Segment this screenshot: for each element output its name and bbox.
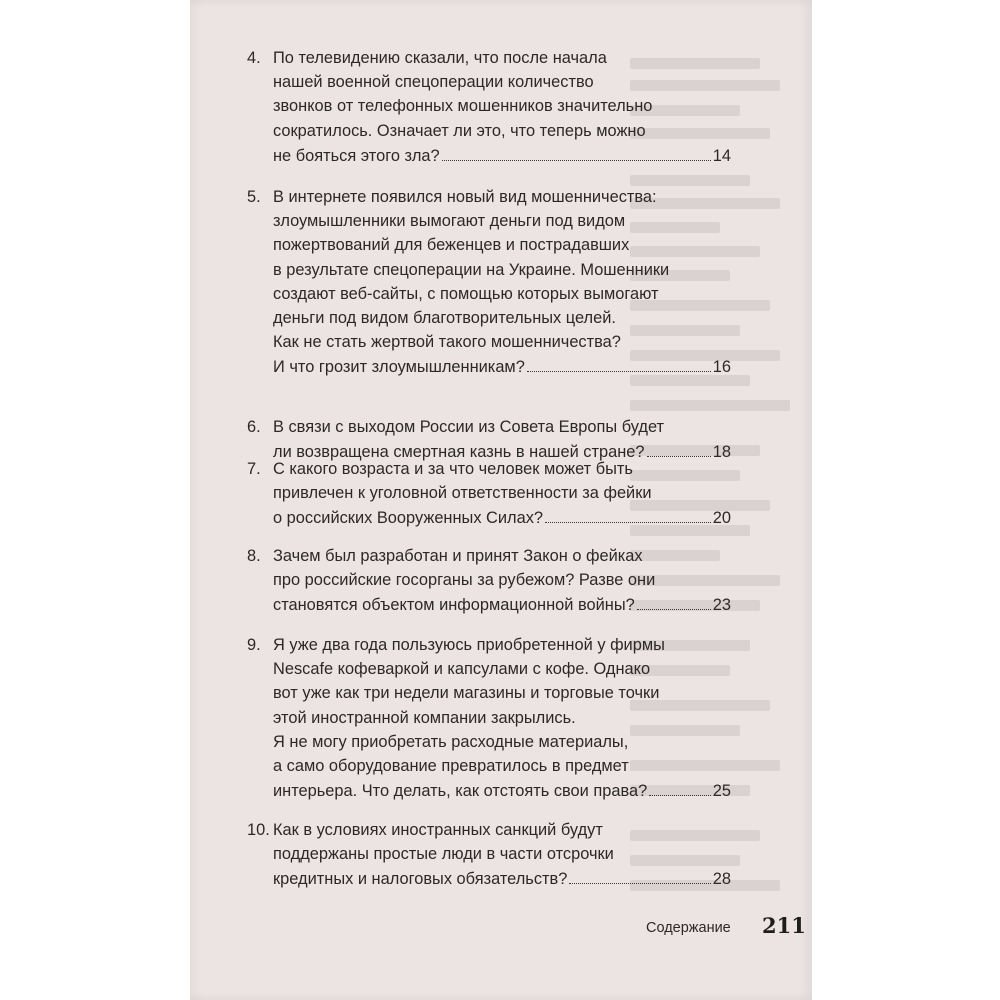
entry-last-line (273, 778, 731, 802)
entry-text-line: про российские госорганы за рубежом? Разве они (273, 571, 656, 590)
entry-page-number: 28 (712, 870, 731, 889)
entry-page-number: 23 (712, 596, 731, 615)
entry-number: 5. (247, 188, 261, 206)
dot-leader (442, 143, 711, 161)
entry-text-line: Я не могу приобретать расходные материалы, (273, 732, 629, 751)
entry-last-line (273, 866, 731, 890)
entry-text-line: а само оборудование превратилось в предмет (273, 756, 629, 775)
entry-text-line: Как не стать жертвой такого мошенничества? (273, 333, 621, 352)
entry-number: 9. (247, 636, 261, 654)
entry-text-line: ли возвращена смертная казнь в нашей стране? (273, 443, 645, 462)
entry-text-line: кредитных и налоговых обязательств? (273, 870, 568, 889)
entry-last-line (273, 592, 731, 616)
entry-text-line: этой иностранной компании закрылись. (273, 708, 576, 727)
entry-text-line: становятся объектом информационной войны? (273, 596, 635, 615)
entry-number: 6. (247, 418, 261, 436)
entry-text-line: И что грозит злоумышленникам? (273, 358, 525, 377)
entry-text-line: не бояться этого зла? (273, 146, 440, 165)
running-footer-section: Содержание (646, 920, 731, 936)
entry-text-line: создают веб-сайты, с помощью которых вымогают (273, 284, 659, 303)
entry-text-line: сократилось. Означает ли это, что теперь можно (273, 121, 646, 140)
entry-text-line: поддержаны простые люди в части отсрочки (273, 845, 614, 864)
dot-leader (569, 866, 710, 884)
entry-number: 10. (247, 821, 270, 839)
entry-text-line: привлечен к уголовной ответственности за фейки (273, 484, 652, 503)
entry-number: 7. (247, 460, 261, 478)
entry-page-number: 14 (712, 146, 731, 165)
entry-text-line: о российских Вооруженных Силах? (273, 509, 544, 528)
entry-text-line: В связи с выходом России из Совета Европы будет (273, 418, 665, 436)
bleed-through-line (630, 400, 790, 411)
entry-text-line: Nescafe кофеваркой и капсулами с кофе. Однако (273, 660, 651, 679)
entry-last-line (273, 505, 731, 529)
entry-text-line: пожертвований для беженцев и пострадавших (273, 236, 630, 255)
entry-text-line: звонков от телефонных мошенников значительно (273, 97, 653, 116)
entry-text-line: Я уже два года пользуюсь приобретенной у фирмы (273, 636, 665, 654)
dot-leader (527, 354, 711, 372)
entry-text-line: С какого возраста и за что человек может быть (273, 460, 633, 478)
entry-text-line: злоумышленники вымогают деньги под видом (273, 212, 626, 231)
dot-leader (637, 592, 711, 610)
entry-number: 4. (247, 49, 261, 67)
entry-last-line (273, 354, 731, 378)
entry-text-line: вот уже как три недели магазины и торговые точки (273, 684, 660, 703)
page-number: 211 (762, 913, 806, 938)
entry-page-number: 18 (712, 443, 731, 462)
entry-text-line: В интернете появился новый вид мошенничества: (273, 188, 657, 206)
entry-page-number: 25 (712, 782, 731, 801)
entry-text-line: интерьера. Что делать, как отстоять свои права? (273, 782, 648, 801)
dot-leader (649, 778, 711, 796)
entry-text-line: деньги под видом благотворительных целей. (273, 308, 616, 327)
entry-text-line: нашей военной спецоперации количество (273, 73, 594, 92)
dot-leader (545, 505, 711, 523)
entry-number: 8. (247, 547, 261, 565)
entry-text-line: Зачем был разработан и принят Закон о фейках (273, 547, 643, 565)
entry-text-line: Как в условиях иностранных санкций будут (273, 821, 603, 839)
entry-page-number: 20 (712, 509, 731, 528)
entry-last-line (273, 143, 731, 167)
entry-text-line: в результате спецоперации на Украине. Мошенники (273, 260, 670, 279)
dot-leader (647, 439, 711, 457)
entry-text-line: По телевидению сказали, что после начала (273, 49, 607, 67)
entry-page-number: 16 (712, 358, 731, 377)
